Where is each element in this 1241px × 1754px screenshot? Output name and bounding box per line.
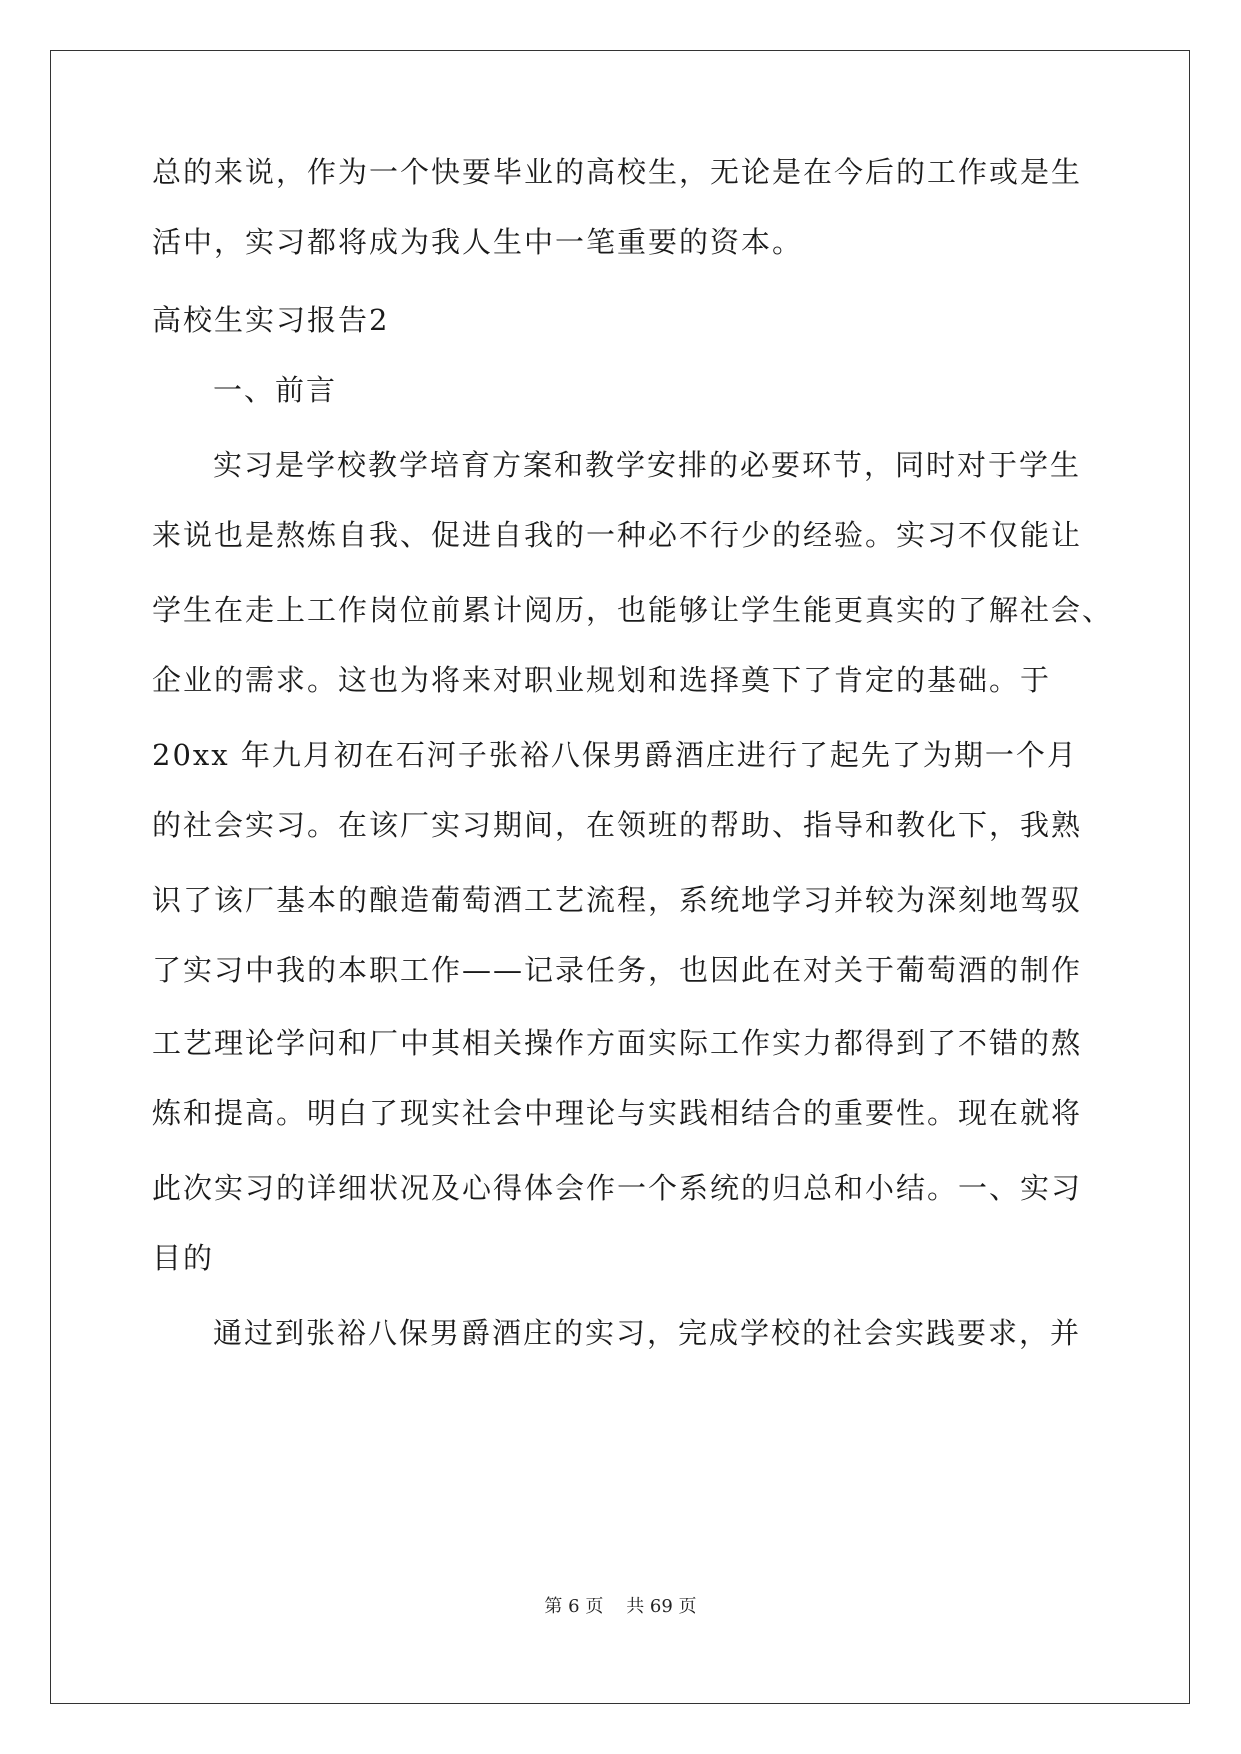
text-line: 企业的需求。这也为将来对职业规划和选择奠下了肯定的基础。于: [152, 663, 1052, 697]
text-line: 此次实习的详细状况及心得体会作一个系统的归总和小结。一、实习: [152, 1171, 1083, 1205]
page-border: [50, 50, 1190, 1704]
text-line: 学生在走上工作岗位前累计阅历，也能够让学生能更真实的了解社会、: [152, 593, 1114, 627]
text-line: 炼和提高。明白了现实社会中理论与实践相结合的重要性。现在就将: [152, 1096, 1083, 1130]
text-line: 总的来说，作为一个快要毕业的高校生，无论是在今后的工作或是生: [152, 155, 1083, 189]
section-title: 高校生实习报告2: [152, 303, 390, 337]
text-line: 20xx 年九月初在石河子张裕八保男爵酒庄进行了起先了为期一个月: [152, 738, 1078, 772]
text-line: 实习是学校教学培育方案和教学安排的必要环节，同时对于学生: [213, 448, 1082, 482]
text-line: 识了该厂基本的酿造葡萄酒工艺流程，系统地学习并较为深刻地驾驭: [152, 883, 1083, 917]
text-line: 活中，实习都将成为我人生中一笔重要的资本。: [152, 225, 804, 259]
text-line: 目的: [152, 1241, 215, 1275]
text-line: 来说也是熬炼自我、促进自我的一种必不行少的经验。实习不仅能让: [152, 518, 1083, 552]
text-line: 通过到张裕八保男爵酒庄的实习，完成学校的社会实践要求，并: [213, 1316, 1082, 1350]
text-line: 了实习中我的本职工作——记录任务，也因此在对关于葡萄酒的制作: [152, 953, 1083, 987]
text-line: 工艺理论学问和厂中其相关操作方面实际工作实力都得到了不错的熬: [152, 1026, 1083, 1060]
page-number-footer: 第 6 页 共 69 页: [544, 1596, 697, 1617]
subsection-heading: 一、前言: [213, 373, 338, 407]
text-line: 的社会实习。在该厂实习期间，在领班的帮助、指导和教化下，我熟: [152, 808, 1083, 842]
